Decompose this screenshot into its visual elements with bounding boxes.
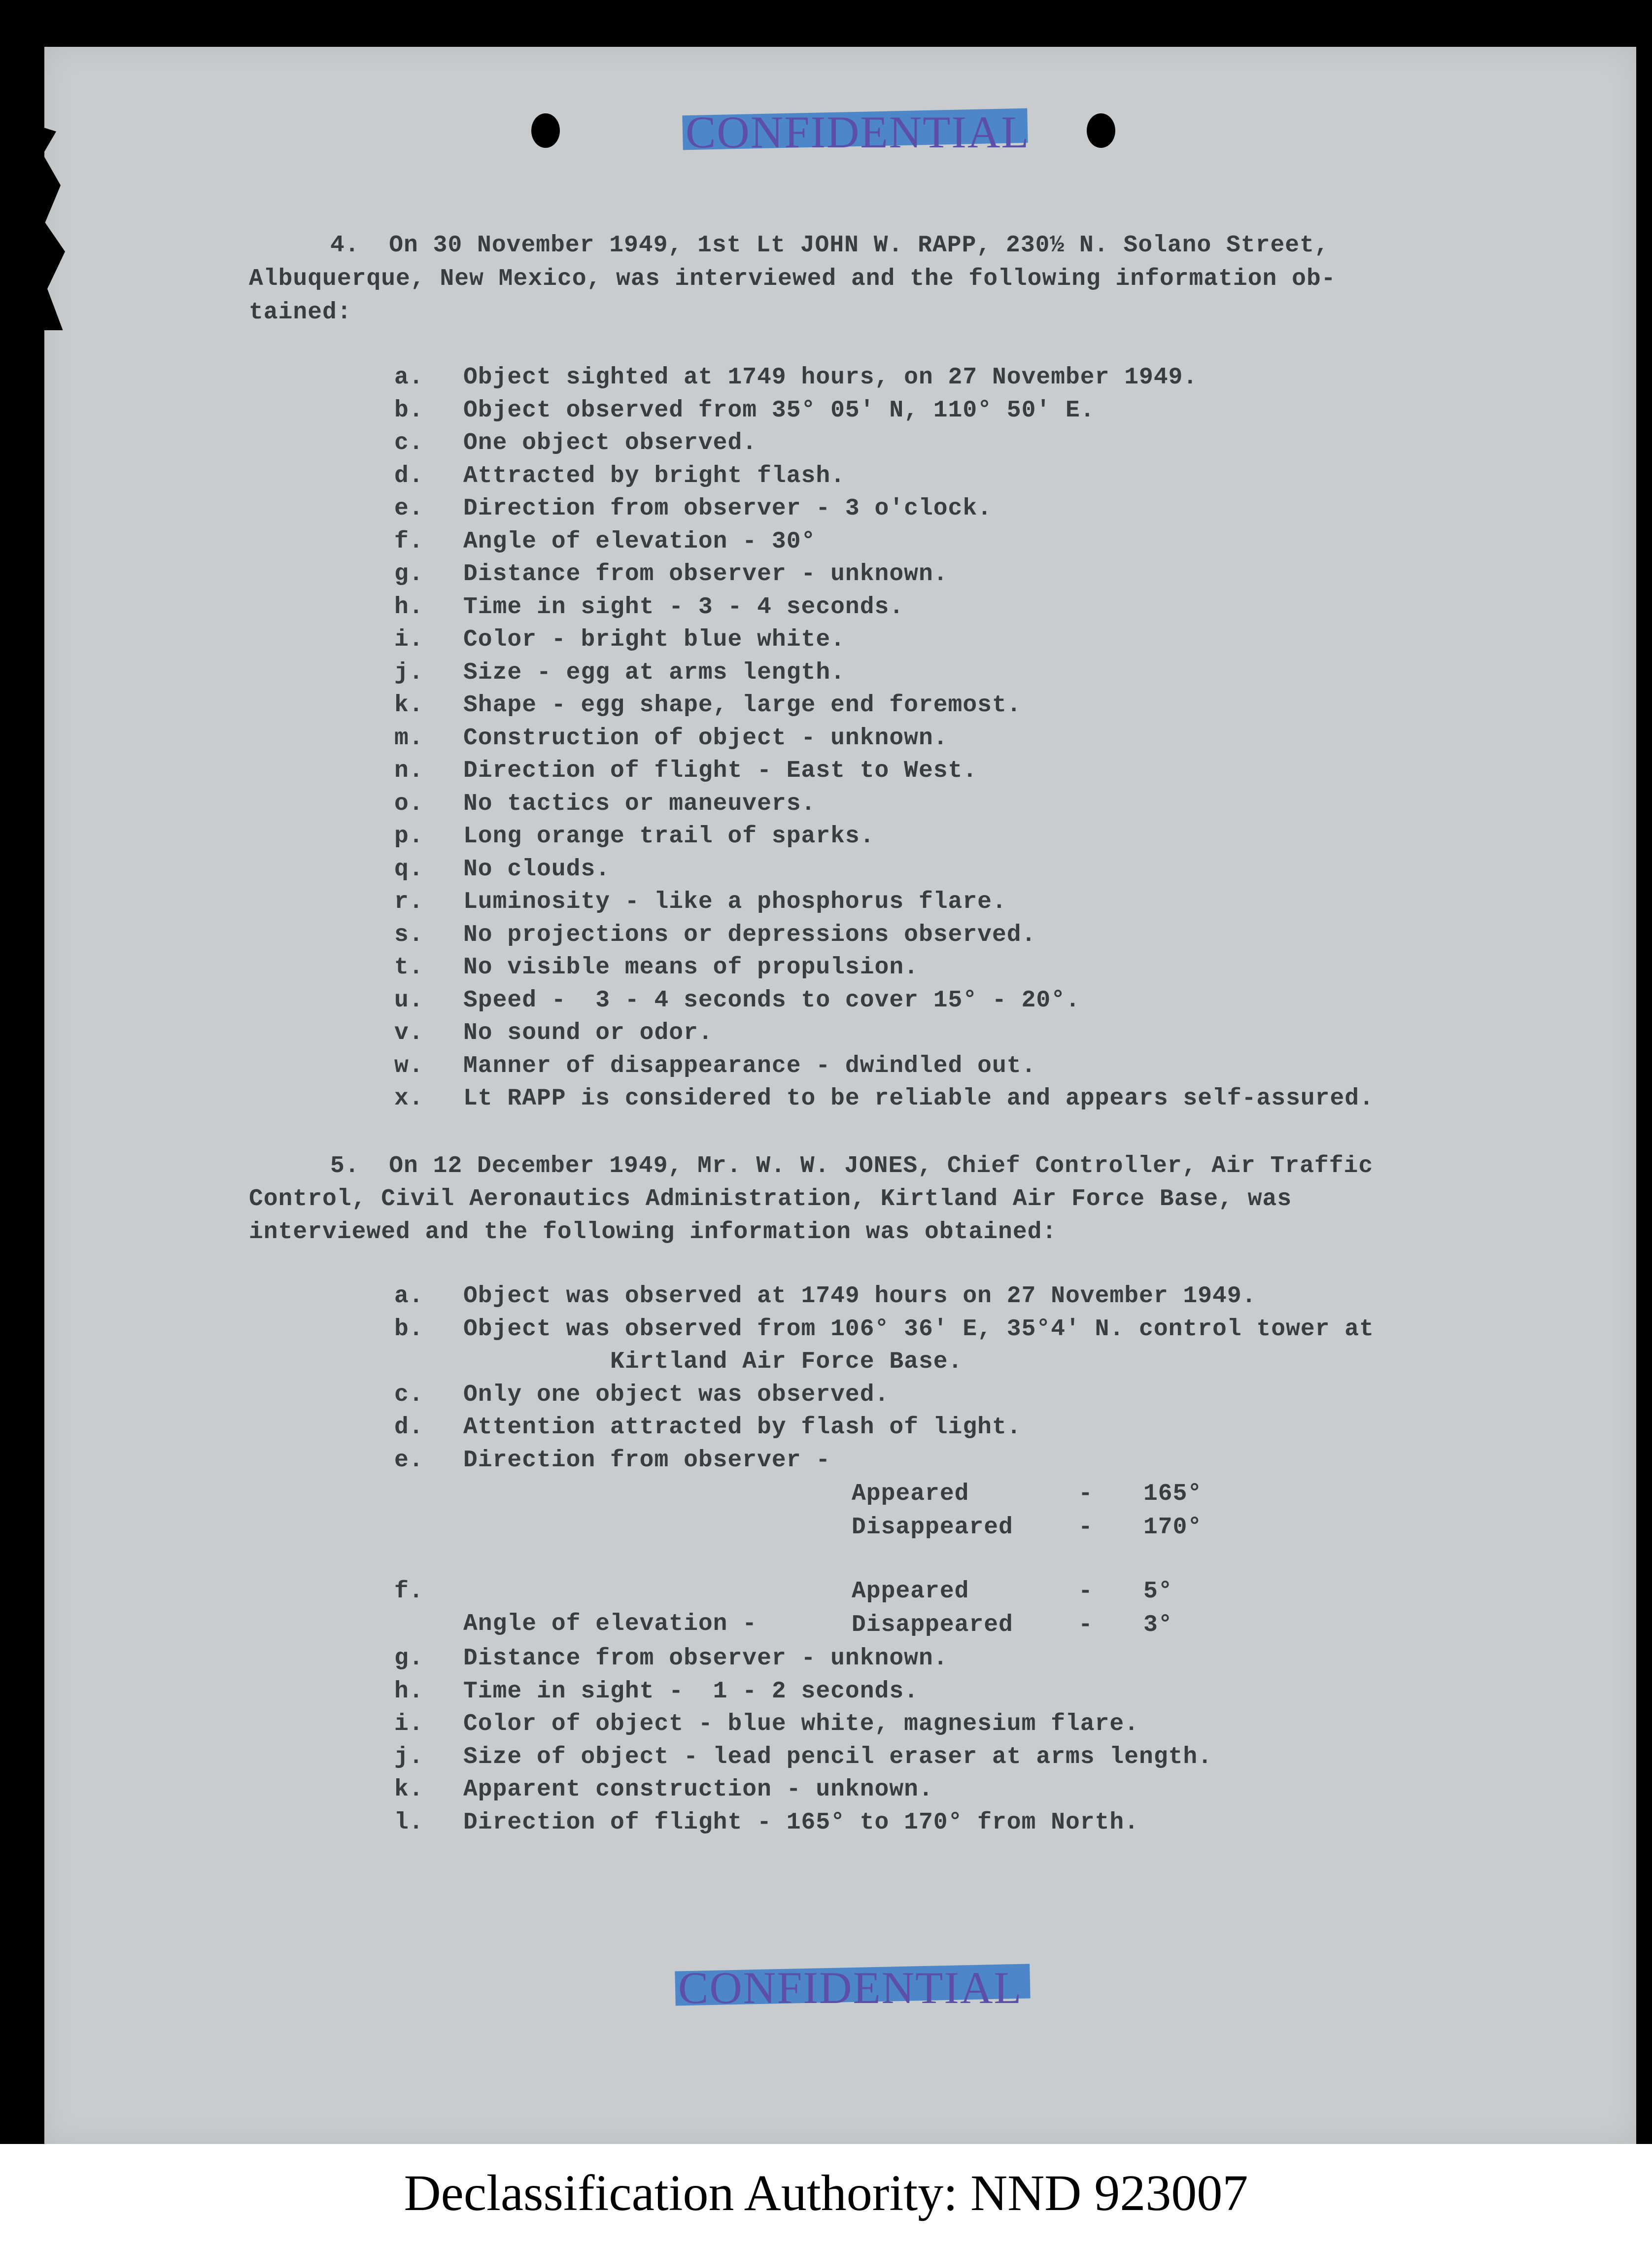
item-letter: c. <box>394 430 424 456</box>
confidential-stamp-bottom: CONFIDENTIAL <box>675 1962 1030 2008</box>
item-letter: e. <box>394 495 424 522</box>
row-label: Appeared <box>852 1578 969 1605</box>
item-text: Time in sight - 3 - 4 seconds. <box>463 593 904 621</box>
item-text: No projections or depressions observed. <box>463 921 1036 948</box>
value-row <box>852 1478 1246 1511</box>
item-text: Distance from observer - unknown. <box>463 561 948 588</box>
list-item <box>394 1050 1528 1083</box>
text-line: Albuquerque, New Mexico, was interviewed and the following information ob- <box>249 266 1336 292</box>
item-text: No tactics or maneuvers. <box>463 790 816 817</box>
row-dash: - <box>1078 1612 1093 1638</box>
item-text: Direction of flight - 165° to 170° from North. <box>463 1809 1139 1836</box>
item-letter: n. <box>394 758 424 784</box>
list-item <box>394 1741 1528 1774</box>
list-item <box>394 623 1528 657</box>
item-letter: t. <box>394 954 424 981</box>
item-text: Size - egg at arms length. <box>463 659 845 686</box>
item-text: Object was observed from 106° 36' E, 35°4' N. control tower at <box>463 1315 1374 1343</box>
declassification-authority: Declassification Authority: NND 923007 <box>404 2165 1248 2221</box>
item-letter: c. <box>394 1381 424 1408</box>
item-letter: v. <box>394 1020 424 1046</box>
text-line: Control, Civil Aeronautics Administration, Kirtland Air Force Base, was <box>249 1186 1292 1212</box>
list-item <box>394 951 1528 984</box>
item-text: Direction from observer - 3 o'clock. <box>463 495 992 522</box>
item-text: Only one object was observed. <box>463 1381 890 1408</box>
list-item <box>394 427 1528 460</box>
paragraph-5-items-a-e <box>394 1280 1528 1477</box>
item-text: Manner of disappearance - dwindled out. <box>463 1052 1036 1079</box>
text-line: 5. On 12 December 1949, Mr. W. W. JONES, Chief Controller, Air Traffic <box>330 1153 1374 1179</box>
item-letter: b. <box>394 1315 424 1343</box>
list-item <box>394 1543 757 1640</box>
item-text: Object sighted at 1749 hours, on 27 November 1949. <box>463 364 1198 391</box>
item-letter: g. <box>394 561 424 588</box>
row-label: Disappeared <box>852 1514 1013 1541</box>
list-item <box>394 1017 1528 1050</box>
row-value: 5° <box>1143 1578 1173 1605</box>
punch-hole-left <box>531 113 560 148</box>
item-text: Angle of elevation - 30° <box>463 528 816 555</box>
item-text: Direction of flight - East to West. <box>463 758 978 784</box>
item-text: Construction of object - unknown. <box>463 725 948 752</box>
row-dash: - <box>1078 1514 1093 1541</box>
list-item <box>394 558 1528 591</box>
item-letter: l. <box>394 1809 424 1836</box>
item-text: Luminosity - like a phosphorus flare. <box>463 889 1007 915</box>
item-letter: j. <box>394 1743 424 1770</box>
item-letter: d. <box>394 462 424 489</box>
item-text: Attention attracted by flash of light. <box>463 1414 1022 1441</box>
punch-hole-right <box>1087 113 1115 148</box>
list-item <box>394 460 1528 493</box>
item-letter: m. <box>394 725 424 752</box>
item-text: Kirtland Air Force Base. <box>463 1348 963 1375</box>
row-dash: - <box>1078 1578 1093 1605</box>
list-item <box>394 1708 1528 1741</box>
list-item <box>394 1444 1528 1477</box>
item-letter: p. <box>394 823 424 850</box>
item-text: Distance from observer - unknown. <box>463 1645 948 1672</box>
list-item <box>394 1675 1528 1708</box>
list-item <box>394 1313 1528 1346</box>
value-row <box>852 1511 1246 1545</box>
list-item <box>394 525 1528 558</box>
item-letter: h. <box>394 1678 424 1705</box>
item-text: Size of object - lead pencil eraser at arms length. <box>463 1743 1213 1770</box>
item-letter: a. <box>394 364 424 391</box>
row-value: 170° <box>1143 1514 1203 1541</box>
item-letter: b. <box>394 397 424 424</box>
list-item <box>394 1082 1528 1115</box>
item-letter: i. <box>394 1711 424 1737</box>
item-letter: f. <box>394 528 424 555</box>
list-item <box>394 492 1528 525</box>
item-text: Color of object - blue white, magnesium flare. <box>463 1711 1139 1737</box>
item-text: Shape - egg shape, large end foremost. <box>463 692 1022 719</box>
item-text: Attracted by bright flash. <box>463 462 845 489</box>
item-letter: o. <box>394 790 424 817</box>
item-text: Time in sight - 1 - 2 seconds. <box>463 1678 919 1705</box>
value-row <box>852 1609 1246 1642</box>
list-item <box>394 361 1528 394</box>
paragraph-4-items <box>394 361 1528 1115</box>
list-item <box>394 820 1528 853</box>
item-letter: q. <box>394 856 424 883</box>
text-line: 4. On 30 November 1949, 1st Lt JOHN W. RAPP, 230½ N. Solano Street, <box>330 232 1329 259</box>
confidential-stamp-top: CONFIDENTIAL <box>683 106 1028 153</box>
item-text: One object observed. <box>463 430 757 456</box>
list-item <box>394 1642 1528 1675</box>
item-letter: a. <box>394 1283 424 1310</box>
list-item <box>394 689 1528 722</box>
item-text: No visible means of propulsion. <box>463 954 919 981</box>
item-letter: s. <box>394 921 424 948</box>
list-item <box>394 919 1528 952</box>
item-letter: e. <box>394 1447 424 1474</box>
item-text: No clouds. <box>463 856 611 883</box>
list-item <box>394 1280 1528 1313</box>
item-text: Object was observed at 1749 hours on 27 November 1949. <box>463 1283 1257 1310</box>
item-letter: w. <box>394 1052 424 1079</box>
list-item <box>394 886 1528 919</box>
text-line: tained: <box>249 299 352 326</box>
row-label: Appeared <box>852 1481 969 1507</box>
list-item <box>394 853 1528 886</box>
item-text: Color - bright blue white. <box>463 626 845 653</box>
list-item <box>394 788 1528 821</box>
list-item <box>394 984 1528 1017</box>
item-letter: x. <box>394 1085 424 1112</box>
item-text: Speed - 3 - 4 seconds to cover 15° - 20°. <box>463 987 1080 1014</box>
list-item <box>394 1806 1528 1839</box>
item-letter: r. <box>394 889 424 915</box>
item-letter: k. <box>394 1776 424 1803</box>
footer-band <box>0 2144 1652 2247</box>
value-row <box>852 1575 1246 1609</box>
item-text: Direction from observer - <box>463 1447 831 1474</box>
item-text: Object observed from 35° 05' N, 110° 50' E. <box>463 397 1095 424</box>
direction-table <box>852 1478 1246 1545</box>
elevation-table <box>852 1575 1246 1642</box>
item-text: No sound or odor. <box>463 1020 713 1046</box>
text-line: interviewed and the following information was obtained: <box>249 1219 1057 1245</box>
item-text: Long orange trail of sparks. <box>463 823 875 850</box>
item-letter: h. <box>394 593 424 621</box>
item-text: Apparent construction - unknown. <box>463 1776 933 1803</box>
item-letter: d. <box>394 1414 424 1441</box>
item-letter: g. <box>394 1645 424 1672</box>
list-item <box>394 591 1528 624</box>
row-dash: - <box>1078 1481 1093 1507</box>
list-item <box>394 1773 1528 1806</box>
list-item <box>394 1411 1528 1444</box>
item-letter: j. <box>394 659 424 686</box>
list-item <box>394 1346 1528 1379</box>
item-letter: k. <box>394 692 424 719</box>
item-text: Lt RAPP is considered to be reliable and appears self-assured. <box>463 1085 1374 1112</box>
row-value: 3° <box>1143 1612 1173 1638</box>
list-item <box>394 722 1528 755</box>
list-item <box>394 755 1528 788</box>
item-letter: f. <box>394 1578 424 1605</box>
list-item <box>394 394 1528 427</box>
row-value: 165° <box>1143 1481 1203 1507</box>
list-item <box>394 1379 1528 1412</box>
paragraph-5-items-g-l <box>394 1642 1528 1839</box>
item-text: Angle of elevation - <box>463 1611 757 1637</box>
row-label: Disappeared <box>852 1612 1013 1638</box>
item-letter: i. <box>394 626 424 653</box>
list-item <box>394 657 1528 690</box>
item-letter: u. <box>394 987 424 1014</box>
